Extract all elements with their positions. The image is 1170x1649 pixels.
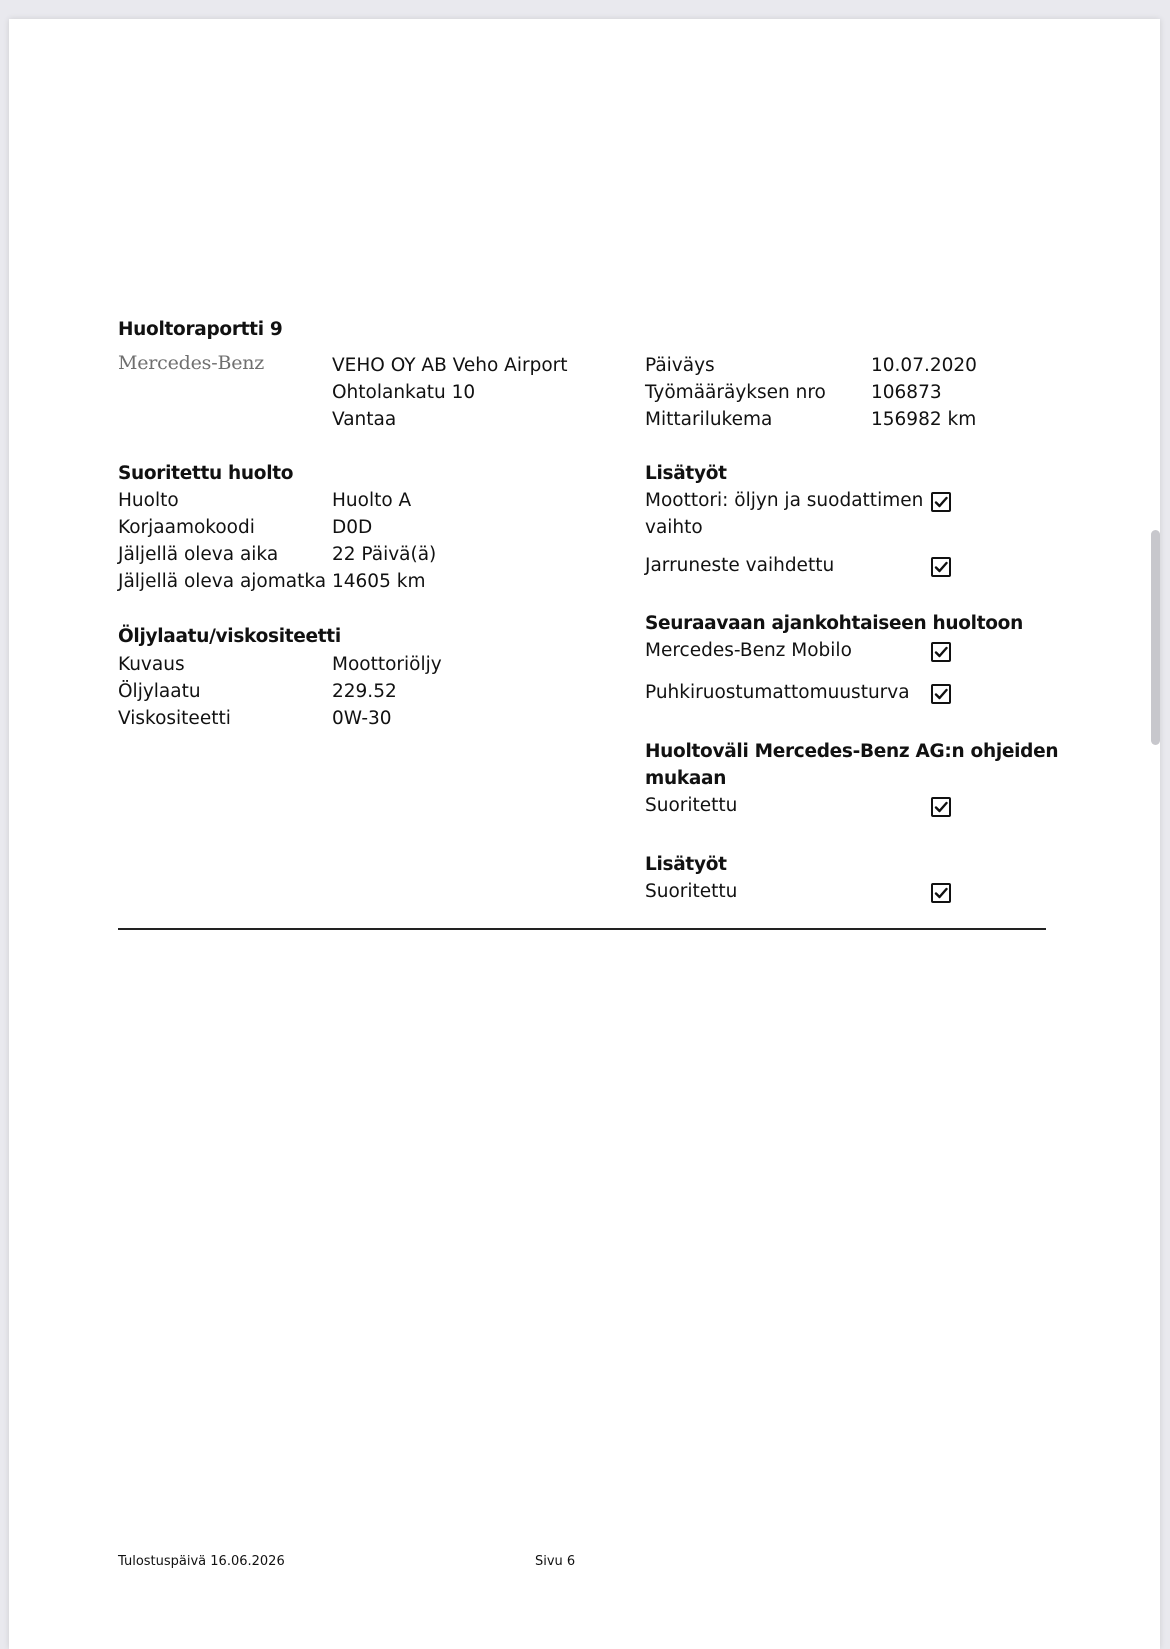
dealer-street: Ohtolankatu 10 [332, 382, 476, 403]
extra-work-item-label-cont: vaihto [645, 517, 703, 538]
dealer-city: Vantaa [332, 409, 397, 430]
service-value: D0D [332, 517, 373, 538]
order-number-label: Työmääräyksen nro [645, 382, 826, 403]
checkbox-checked-icon [931, 797, 951, 817]
extra-work-2-heading: Lisätyöt [645, 854, 727, 875]
checkbox-checked-icon [931, 492, 951, 512]
service-label: Jäljellä oleva aika [118, 544, 279, 565]
service-heading: Suoritettu huolto [118, 463, 294, 484]
section-divider [118, 928, 1046, 930]
odometer-label: Mittarilukema [645, 409, 773, 430]
odometer-value: 156982 km [871, 409, 977, 430]
service-label: Jäljellä oleva ajomatka [118, 571, 327, 592]
checkbox-checked-icon [931, 642, 951, 662]
service-value: 14605 km [332, 571, 426, 592]
oil-value: 0W-30 [332, 708, 392, 729]
service-label: Huolto [118, 490, 179, 511]
next-service-heading: Seuraavaan ajankohtaiseen huoltoon [645, 613, 1023, 634]
dealer-name: VEHO OY AB Veho Airport [332, 355, 568, 376]
brand-logo: Mercedes-Benz [118, 352, 265, 374]
date-label: Päiväys [645, 355, 715, 376]
extra-work-item-label: Jarruneste vaihdettu [645, 555, 835, 576]
next-service-item-label: Mercedes-Benz Mobilo [645, 640, 852, 661]
oil-value: 229.52 [332, 681, 397, 702]
service-label: Korjaamokoodi [118, 517, 255, 538]
oil-label: Viskositeetti [118, 708, 231, 729]
oil-value: Moottoriöljy [332, 654, 442, 675]
next-service-item-label: Puhkiruostumattomuusturva [645, 682, 910, 703]
document-page [9, 19, 1160, 1649]
checkbox-checked-icon [931, 684, 951, 704]
checkbox-checked-icon [931, 557, 951, 577]
interval-heading-cont: mukaan [645, 768, 727, 789]
extra-work-2-item-label: Suoritettu [645, 881, 738, 902]
interval-item-label: Suoritettu [645, 795, 738, 816]
interval-heading: Huoltoväli Mercedes-Benz AG:n ohjeiden [645, 741, 1059, 762]
report-title: Huoltoraportti 9 [118, 319, 283, 340]
date-value: 10.07.2020 [871, 355, 977, 376]
service-value: 22 Päivä(ä) [332, 544, 437, 565]
extra-work-item-label: Moottori: öljyn ja suodattimen [645, 490, 924, 511]
footer-page-number: Sivu 6 [535, 1554, 576, 1569]
oil-label: Öljylaatu [118, 681, 201, 702]
oil-heading: Öljylaatu/viskositeetti [118, 626, 341, 647]
order-number-value: 106873 [871, 382, 942, 403]
footer-print-date: Tulostuspäivä 16.06.2026 [118, 1554, 285, 1569]
oil-label: Kuvaus [118, 654, 185, 675]
checkbox-checked-icon [931, 883, 951, 903]
service-value: Huolto A [332, 490, 412, 511]
scrollbar[interactable] [1151, 530, 1160, 745]
extra-work-heading: Lisätyöt [645, 463, 727, 484]
